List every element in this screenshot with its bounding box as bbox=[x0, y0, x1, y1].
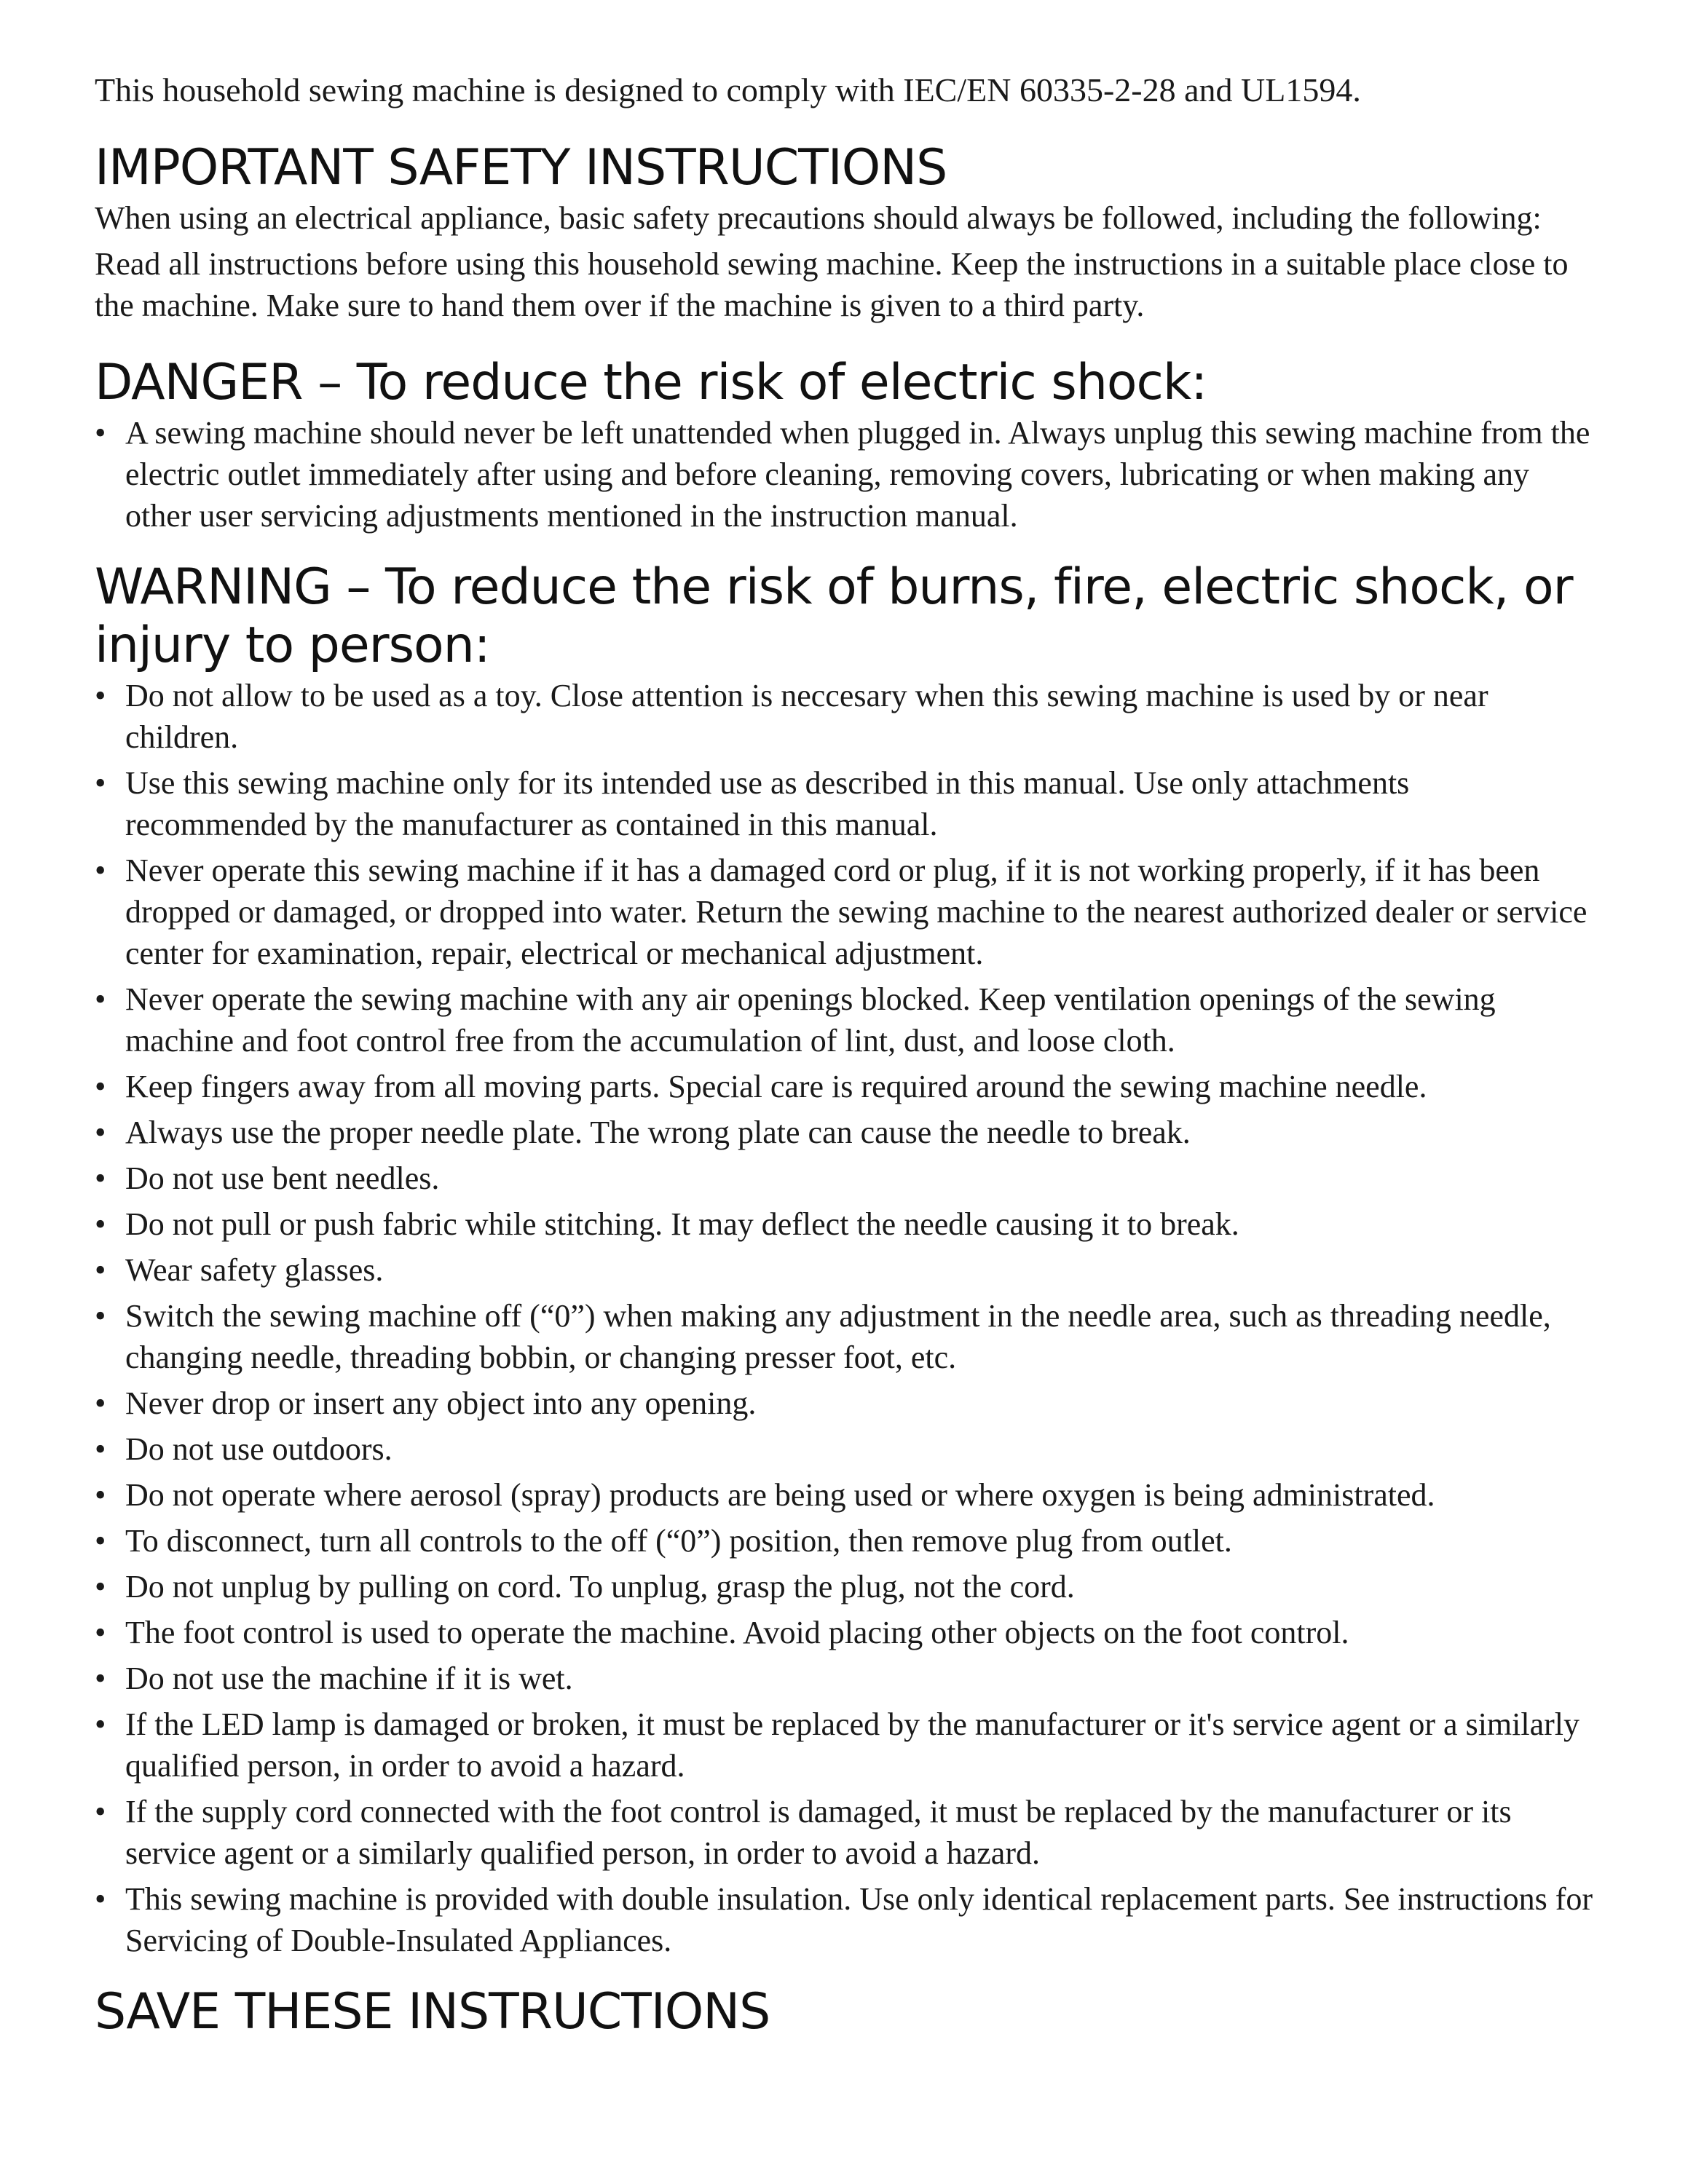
important-heading: IMPORTANT SAFETY INSTRUCTIONS bbox=[95, 139, 947, 197]
closing-heading: SAVE THESE INSTRUCTIONS bbox=[95, 1983, 770, 2041]
list-item: • Do not allow to be used as a toy. Close attention is neccesary when this sewing machine is used by or near children. bbox=[95, 675, 1595, 758]
list-item: • Never operate this sewing machine if it has a damaged cord or plug, if it is not working properly, if it has been dropped or damaged, or dropped into water. Return the sewing machine to the nearest authorized dealer or service center for examination, repair, electrical or mechanical adjustment. bbox=[95, 850, 1595, 974]
list-item: • Always use the proper needle plate. The wrong plate can cause the needle to break. bbox=[95, 1112, 1595, 1153]
list-item: • Do not unplug by pulling on cord. To unplug, grasp the plug, not the cord. bbox=[95, 1566, 1595, 1607]
list-item: • Never operate the sewing machine with any air openings blocked. Keep ventilation openings of the sewing machine and foot control free from the accumulation of lint, dust, and loose cloth. bbox=[95, 978, 1595, 1061]
danger-heading: DANGER – To reduce the risk of electric shock: bbox=[95, 354, 1207, 411]
important-paragraph: When using an electrical appliance, basic safety precautions should always be followed, including the following: bbox=[95, 200, 1542, 236]
list-item: • To disconnect, turn all controls to the off (“0”) position, then remove plug from outlet. bbox=[95, 1520, 1595, 1562]
list-item: • Do not use outdoors. bbox=[95, 1428, 1595, 1470]
list-item: • Do not use bent needles. bbox=[95, 1158, 1595, 1199]
danger-list bbox=[95, 412, 1595, 537]
list-item: • If the LED lamp is damaged or broken, it must be replaced by the manufacturer or it's service agent or a similarly qualified person, in order to avoid a hazard. bbox=[95, 1704, 1595, 1787]
list-item: • Never drop or insert any object into any opening. bbox=[95, 1382, 1595, 1424]
list-item: • Do not use the machine if it is wet. bbox=[95, 1658, 1595, 1699]
list-item: • Wear safety glasses. bbox=[95, 1249, 1595, 1291]
warning-list bbox=[95, 675, 1595, 1961]
list-item: • Keep fingers away from all moving parts. Special care is required around the sewing machine needle. bbox=[95, 1066, 1595, 1107]
list-item: • Use this sewing machine only for its intended use as described in this manual. Use only attachments recommended by the manufacturer as contained in this manual. bbox=[95, 762, 1595, 845]
list-item: • If the supply cord connected with the foot control is damaged, it must be replaced by the manufacturer or its service agent or a similarly qualified person, in order to avoid a hazard. bbox=[95, 1791, 1595, 1874]
list-item: • Switch the sewing machine off (“0”) when making any adjustment in the needle area, such as threading needle, changing needle, threading bobbin, or changing presser foot, etc. bbox=[95, 1295, 1595, 1378]
safety-page bbox=[95, 69, 1595, 2041]
warning-heading: WARNING – To reduce the risk of burns, fire, electric shock, or injury to person: bbox=[95, 558, 1573, 674]
warning-section bbox=[95, 558, 1595, 1961]
list-item: • The foot control is used to operate the machine. Avoid placing other objects on the foot control. bbox=[95, 1612, 1595, 1653]
list-item: • Do not pull or push fabric while stitching. It may deflect the needle causing it to break. bbox=[95, 1203, 1595, 1245]
list-item: • This sewing machine is provided with double insulation. Use only identical replacement parts. See instructions for Servicing of Double-Insulated Appliances. bbox=[95, 1878, 1595, 1961]
compliance-statement: This household sewing machine is designed to comply with IEC/EN 60335-2-28 and UL1594. bbox=[95, 71, 1361, 108]
important-paragraph: Read all instructions before using this household sewing machine. Keep the instructions in a suitable place close to the machine. Make sure to hand them over if the machine is given to a third party. bbox=[95, 246, 1569, 323]
important-section bbox=[95, 139, 1595, 326]
list-item: • A sewing machine should never be left unattended when plugged in. Always unplug this sewing machine from the electric outlet immediately after using and before cleaning, removing covers, lubricating or when making any other user servicing adjustments mentioned in the instruction manual. bbox=[95, 412, 1595, 537]
danger-section bbox=[95, 354, 1595, 537]
list-item: • Do not operate where aerosol (spray) products are being used or where oxygen is being administrated. bbox=[95, 1474, 1595, 1516]
